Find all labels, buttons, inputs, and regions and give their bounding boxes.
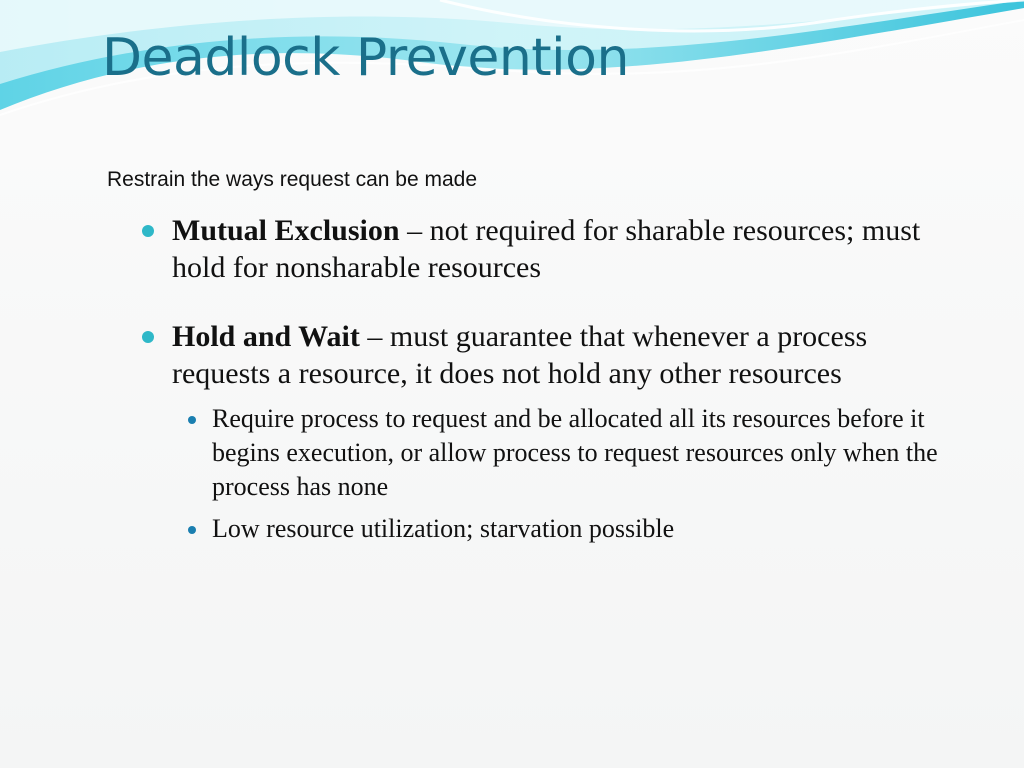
- bullet-hold-and-wait: [138, 318, 938, 392]
- sub-bullet-dot-icon: [188, 526, 196, 534]
- bullet-text: – must guarantee that whenever a process requests a resource, it does not hold any other resources: [172, 320, 868, 390]
- bullet-term: Mutual Exclusion: [172, 214, 400, 247]
- sub-bullet-item: [172, 512, 938, 546]
- sub-bullet-item: [172, 402, 938, 504]
- sub-bullet-list: [172, 402, 938, 546]
- bullet-list: [138, 212, 938, 554]
- bullet-dot-icon: [142, 225, 154, 237]
- bullet-text: – not required for sharable resources; must hold for nonsharable resources: [172, 214, 921, 284]
- bullet-mutual-exclusion: [138, 212, 938, 286]
- sub-bullet-dot-icon: [188, 416, 196, 424]
- bullet-term: Hold and Wait: [172, 320, 360, 353]
- sub-bullet-text: Require process to request and be allocated all its resources before it begins execution, or allow process to request resources only when the process has none: [212, 404, 938, 501]
- slide-subtitle: Restrain the ways request can be made: [107, 168, 478, 191]
- slide-title: Deadlock Prevention: [102, 28, 629, 88]
- bullet-dot-icon: [142, 331, 154, 343]
- sub-bullet-text: Low resource utilization; starvation possible: [212, 514, 675, 543]
